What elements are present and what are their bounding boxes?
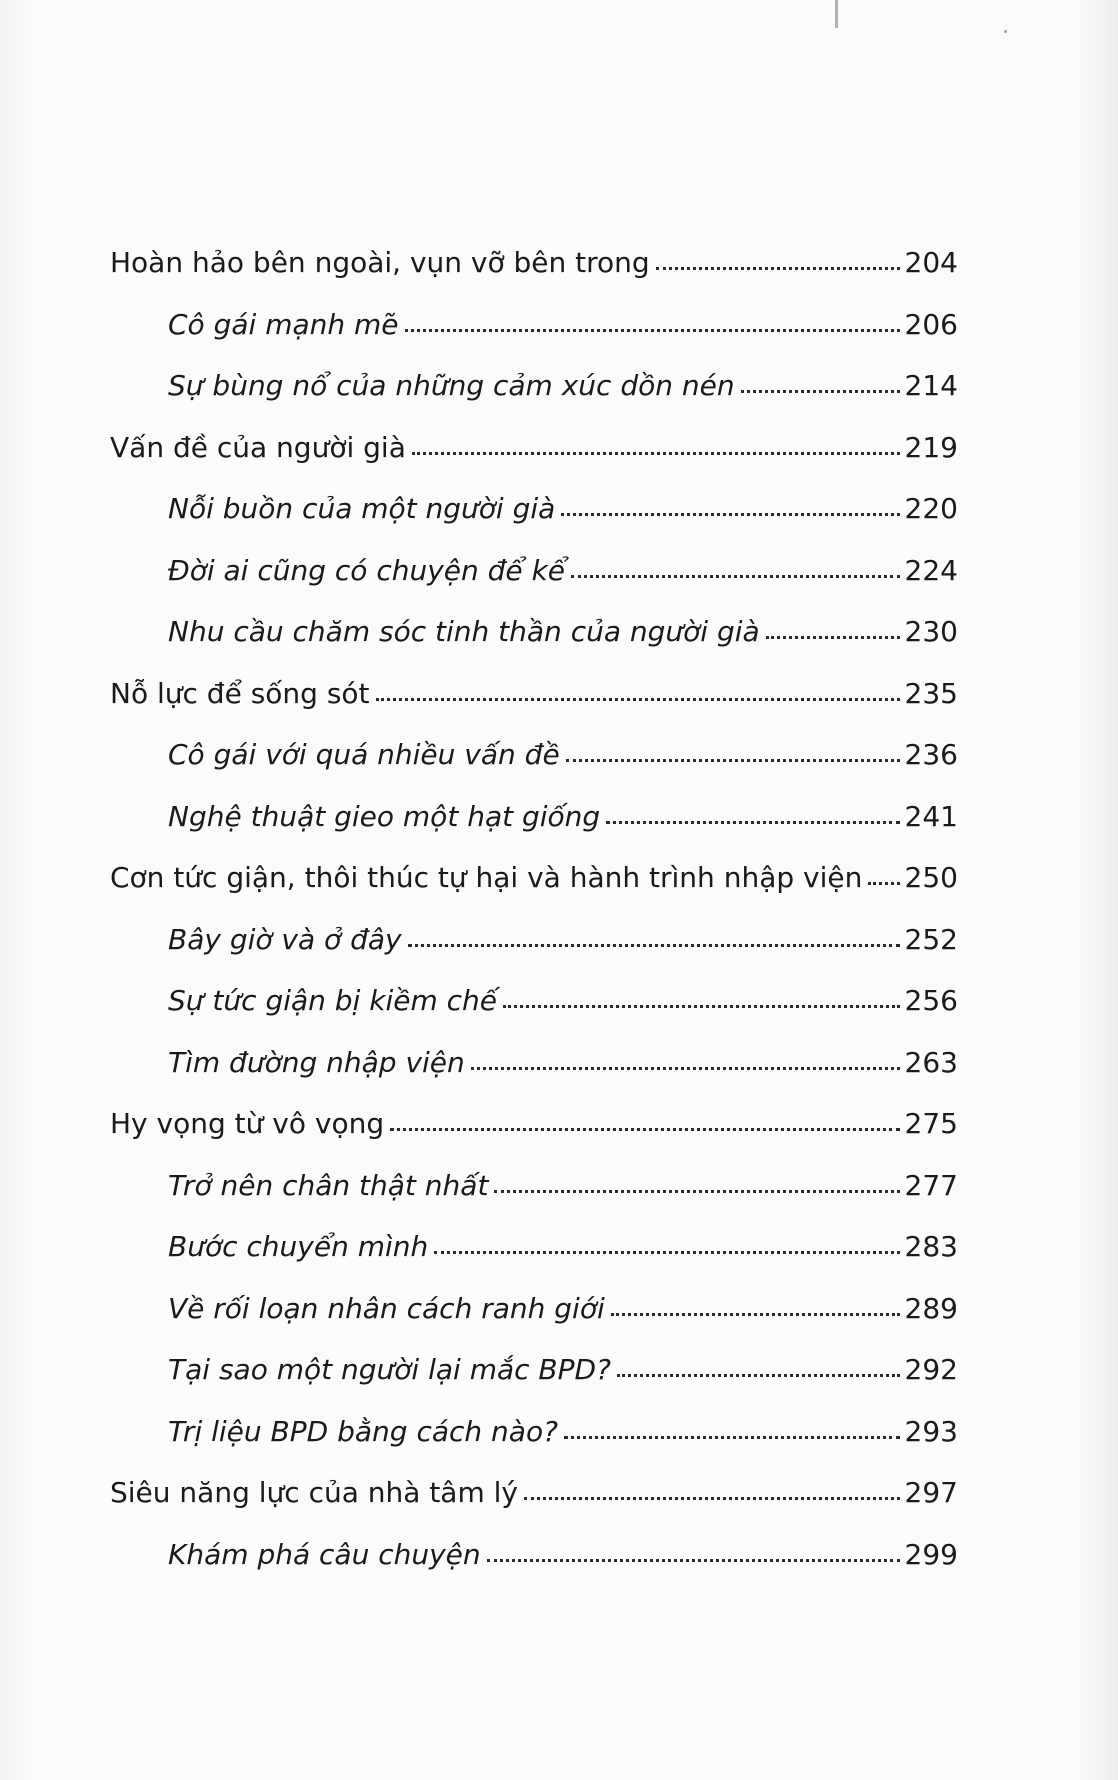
- toc-entry: [0, 554, 1118, 616]
- dot-leader: [471, 1067, 900, 1070]
- toc-entry-page: 236: [904, 738, 958, 771]
- toc-entry: [0, 738, 1118, 800]
- dot-leader: [503, 1005, 900, 1008]
- toc-entry-page: 263: [904, 1045, 958, 1079]
- toc-entry: [0, 800, 1118, 862]
- dot-leader: [566, 759, 900, 762]
- dot-leader: [376, 698, 900, 701]
- toc-entry-page: 241: [904, 799, 958, 833]
- scan-artifact: [835, 0, 838, 28]
- toc-entry-page: 297: [904, 1476, 958, 1509]
- toc-entry: [0, 431, 1118, 493]
- toc-entry-title: Đời ai cũng có chuyện để kể: [168, 553, 566, 587]
- dot-leader: [494, 1190, 900, 1193]
- toc-entry-title: Sự tức giận bị kiềm chế: [168, 984, 498, 1017]
- toc-entry-title: Cơn tức giận, thôi thúc tự hại và hành trình nhập viện: [110, 861, 863, 894]
- toc-entry-page: 289: [904, 1291, 958, 1325]
- toc-entry-title: Tìm đường nhập viện: [168, 1045, 465, 1079]
- toc-entry: [0, 1476, 1118, 1538]
- toc-entry-page: 250: [904, 861, 958, 894]
- toc-entry-page: 219: [904, 430, 958, 464]
- toc-entry-page: 224: [904, 553, 958, 587]
- dot-leader: [656, 267, 900, 270]
- toc-entry-page: 283: [904, 1230, 958, 1263]
- toc-entry-title: Cô gái với quá nhiều vấn đề: [168, 738, 560, 771]
- toc-entry-title: Sự bùng nổ của những cảm xúc dồn nén: [168, 369, 735, 402]
- toc-entry-page: 206: [904, 307, 958, 341]
- toc-entry-page: 204: [904, 246, 958, 279]
- scan-artifact: [1004, 30, 1007, 33]
- dot-leader: [617, 1374, 900, 1377]
- toc-entry: [0, 1169, 1118, 1231]
- toc-entry: [0, 1292, 1118, 1354]
- toc-entry-page: 256: [904, 984, 958, 1017]
- toc-entry-title: Vấn đề của người già: [110, 430, 406, 464]
- toc-entry-page: 293: [904, 1414, 958, 1448]
- toc-entry: [0, 369, 1118, 431]
- dot-leader: [434, 1251, 900, 1254]
- dot-leader: [408, 944, 900, 947]
- toc-entry-title: Siêu năng lực của nhà tâm lý: [110, 1476, 518, 1509]
- toc-entry-title: Khám phá câu chuyện: [168, 1537, 481, 1571]
- toc-entry: [0, 984, 1118, 1046]
- toc-entry-page: 252: [904, 922, 958, 956]
- toc-entry-page: 235: [904, 676, 958, 710]
- dot-leader: [524, 1497, 900, 1500]
- toc-entry-title: Trị liệu BPD bằng cách nào?: [168, 1414, 558, 1448]
- dot-leader: [564, 1436, 900, 1439]
- toc-entry: [0, 308, 1118, 370]
- toc-entry-page: 230: [904, 615, 958, 648]
- dot-leader: [766, 636, 900, 639]
- toc-entry-page: 275: [904, 1107, 958, 1140]
- dot-leader: [571, 575, 900, 578]
- toc-entry-title: Hy vọng từ vô vọng: [110, 1107, 385, 1140]
- dot-leader: [561, 513, 900, 516]
- toc-entry: [0, 246, 1118, 308]
- toc-entry-title: Tại sao một người lại mắc BPD?: [168, 1353, 611, 1386]
- toc-entry-page: 277: [904, 1168, 958, 1202]
- toc-entry-title: Về rối loạn nhân cách ranh giới: [168, 1291, 605, 1325]
- dot-leader: [412, 452, 900, 455]
- dot-leader: [611, 1313, 900, 1316]
- toc-entry-title: Hoàn hảo bên ngoài, vụn vỡ bên trong: [110, 246, 650, 279]
- toc-entry-title: Nhu cầu chăm sóc tinh thần của người già: [168, 615, 760, 648]
- toc-entry: [0, 677, 1118, 739]
- dot-leader: [487, 1559, 900, 1562]
- toc-entry-title: Bây giờ và ở đây: [168, 922, 402, 956]
- toc-entry: [0, 1538, 1118, 1600]
- dot-leader: [868, 882, 900, 885]
- toc-entry: [0, 615, 1118, 677]
- dot-leader: [606, 821, 900, 824]
- toc-entry: [0, 1046, 1118, 1108]
- toc-entry: [0, 861, 1118, 923]
- toc-entry-title: Nỗ lực để sống sót: [110, 676, 370, 710]
- toc-entry-page: 292: [904, 1353, 958, 1386]
- toc-entry-page: 214: [904, 369, 958, 402]
- toc-entry-title: Nghệ thuật gieo một hạt giống: [168, 799, 601, 833]
- toc-entry-title: Bước chuyển mình: [168, 1230, 429, 1263]
- toc-entry: [0, 1107, 1118, 1169]
- toc-entry: [0, 1230, 1118, 1292]
- toc-entry-title: Cô gái mạnh mẽ: [168, 307, 399, 341]
- dot-leader: [390, 1128, 900, 1131]
- dot-leader: [405, 329, 900, 332]
- toc-entry-title: Nỗi buồn của một người già: [168, 492, 556, 525]
- toc-entry: [0, 1415, 1118, 1477]
- toc-entry-page: 299: [904, 1537, 958, 1571]
- table-of-contents: [0, 246, 1118, 1599]
- dot-leader: [741, 390, 900, 393]
- toc-entry-page: 220: [904, 492, 958, 525]
- toc-entry: [0, 492, 1118, 554]
- toc-entry-title: Trở nên chân thật nhất: [168, 1168, 489, 1202]
- toc-entry: [0, 1353, 1118, 1415]
- toc-entry: [0, 923, 1118, 985]
